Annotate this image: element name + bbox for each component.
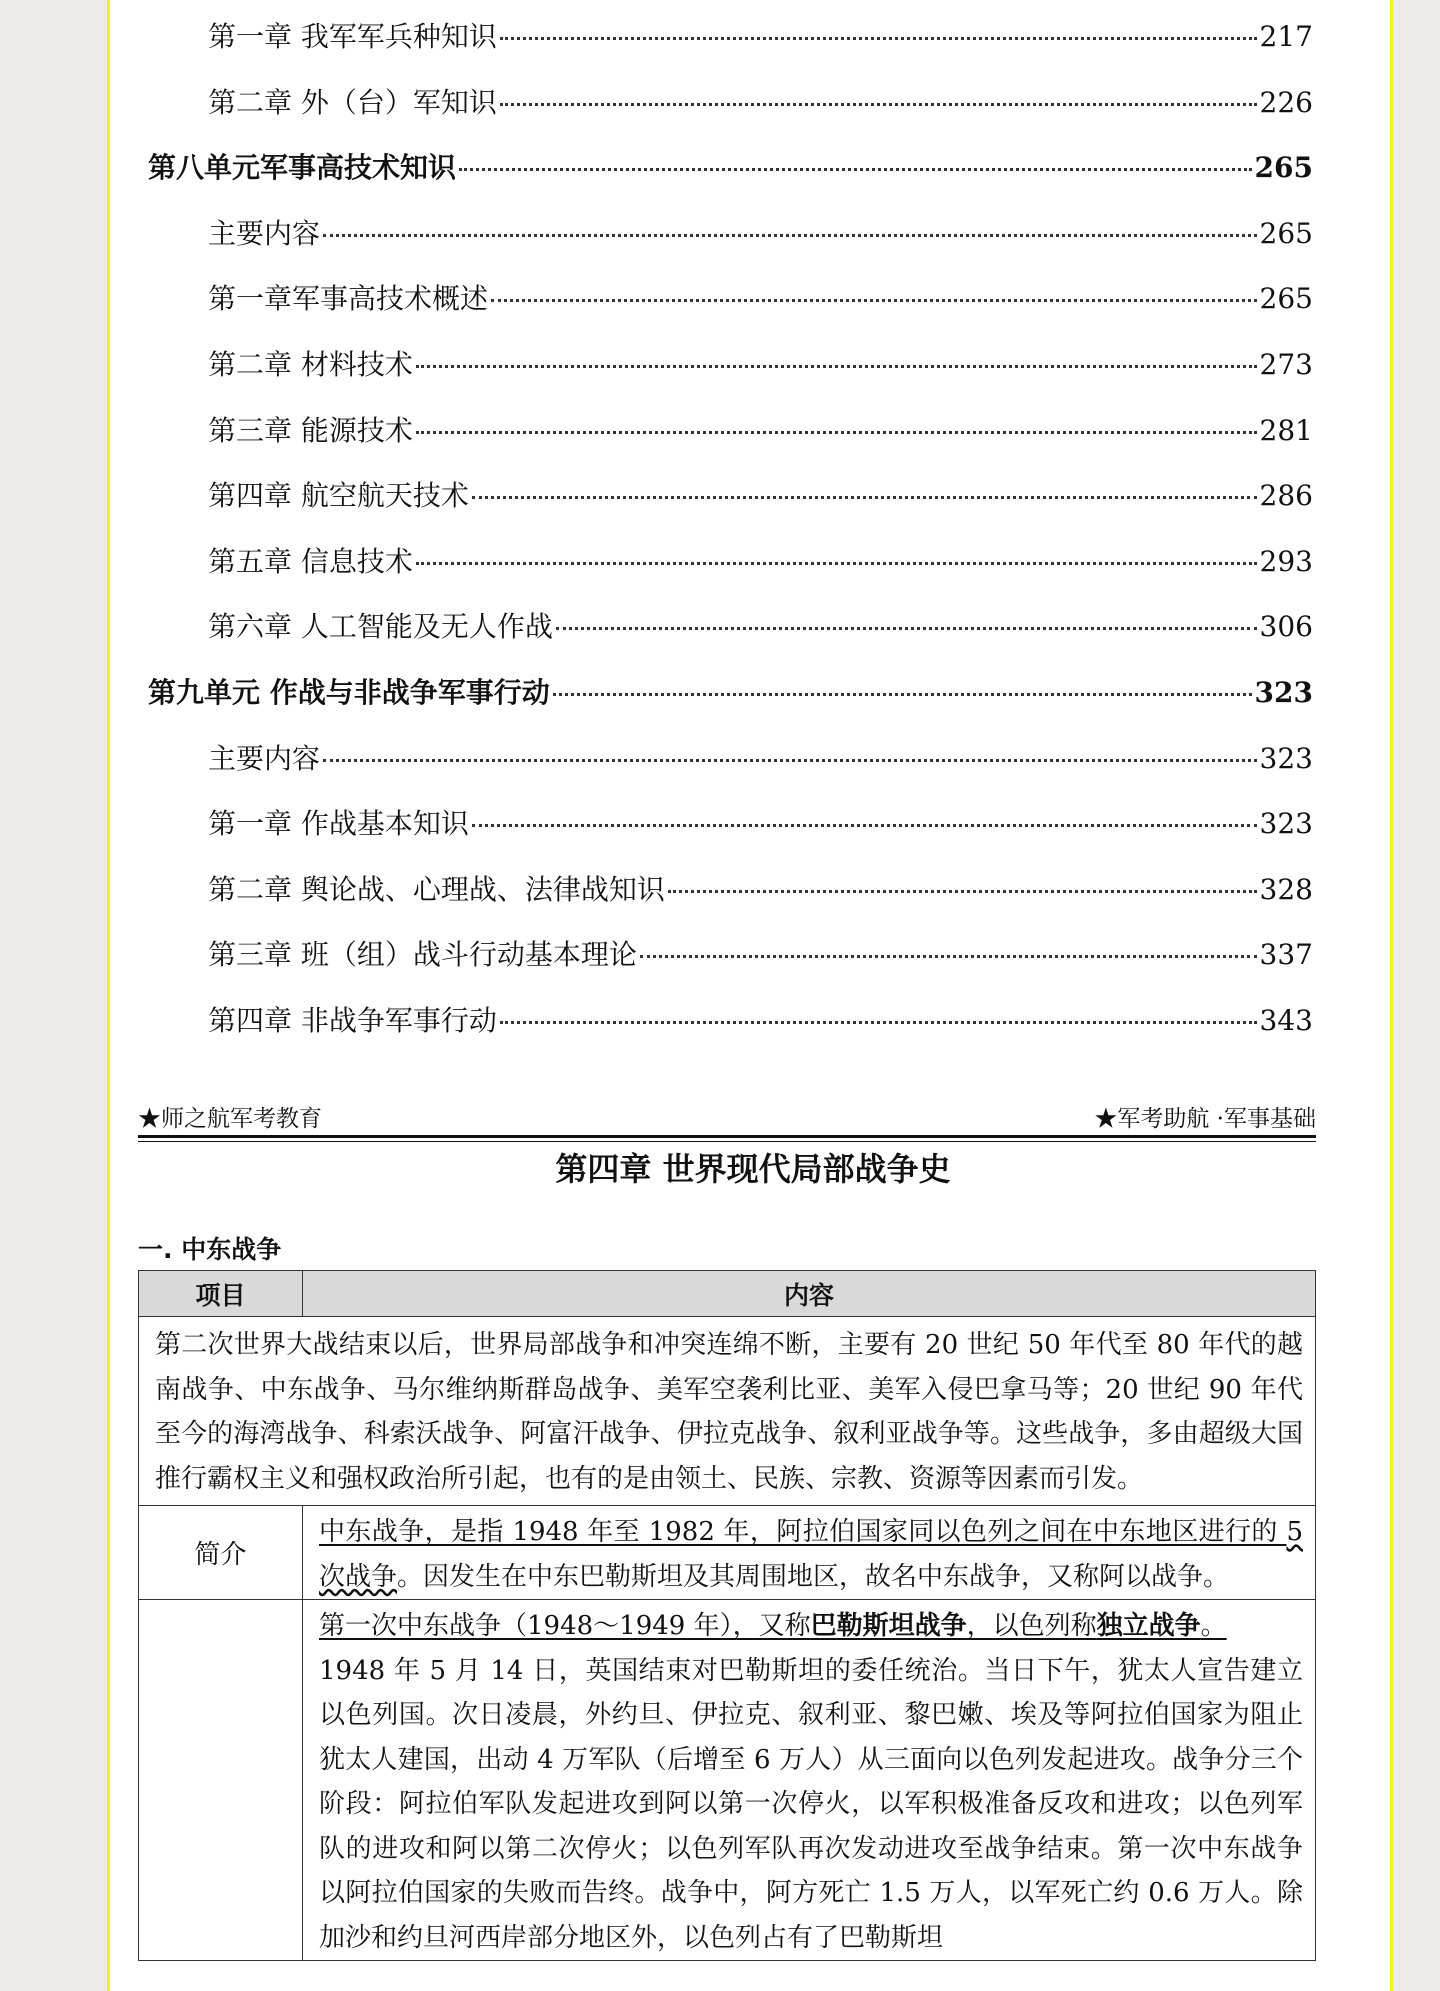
toc-page-number: 281 bbox=[1259, 413, 1313, 447]
toc-page-number: 343 bbox=[1259, 1003, 1313, 1037]
table-row bbox=[139, 1317, 1316, 1506]
toc-entry-title: 第八单元军事高技术知识 bbox=[148, 151, 457, 185]
war1-heading-3: ，以色列称 bbox=[966, 1611, 1097, 1641]
toc-page-number: 328 bbox=[1259, 872, 1313, 906]
toc-page-number: 286 bbox=[1259, 479, 1313, 513]
summary-text-1: 中东战争，是指 1948 年至 1982 年，阿拉伯国家同以色列之间在中东地区进行的 bbox=[319, 1517, 1287, 1547]
header-rule-thin bbox=[138, 1141, 1316, 1142]
toc-page-number: 337 bbox=[1259, 938, 1313, 972]
toc-chapter-entry[interactable] bbox=[148, 797, 1313, 863]
toc-unit-entry[interactable] bbox=[148, 141, 1313, 207]
war1-cell bbox=[303, 1600, 1316, 1961]
table-of-contents bbox=[148, 10, 1313, 1060]
toc-dot-leader bbox=[416, 365, 1257, 368]
toc-page-number: 323 bbox=[1259, 807, 1313, 841]
toc-dot-leader bbox=[472, 496, 1257, 499]
war1-heading-4: 独立战争 bbox=[1096, 1611, 1201, 1641]
running-header bbox=[138, 1100, 1316, 1133]
toc-page-number: 293 bbox=[1259, 544, 1313, 578]
toc-unit-entry[interactable] bbox=[148, 666, 1313, 732]
toc-dot-leader bbox=[459, 168, 1252, 171]
toc-entry-title: 第三章 班（组）战斗行动基本理论 bbox=[208, 938, 637, 972]
header-left: ★师之航军考教育 bbox=[138, 1106, 322, 1132]
toc-chapter-entry[interactable] bbox=[148, 404, 1313, 470]
toc-dot-leader bbox=[668, 890, 1257, 893]
toc-entry-title: 第一章军事高技术概述 bbox=[208, 282, 489, 316]
toc-entry-title: 第二章 材料技术 bbox=[208, 347, 413, 381]
toc-dot-leader bbox=[323, 759, 1257, 762]
toc-entry-title: 第四章 航空航天技术 bbox=[208, 479, 469, 513]
toc-dot-leader bbox=[500, 1021, 1257, 1024]
summary-text-2: 5 次战争 bbox=[319, 1517, 1303, 1592]
toc-entry-title: 主要内容 bbox=[208, 216, 321, 250]
content-table bbox=[138, 1270, 1316, 1961]
chapter-title: 第四章 世界现代局部战争史 bbox=[555, 1150, 951, 1188]
toc-dot-leader bbox=[491, 299, 1257, 302]
column-header-content: 内容 bbox=[303, 1271, 1316, 1317]
toc-dot-leader bbox=[500, 37, 1257, 40]
toc-entry-title: 第六章 人工智能及无人作战 bbox=[208, 610, 553, 644]
war1-body: 1948 年 5 月 14 日，英国结束对巴勒斯坦的委任统治。当日下午，犹太人宣告建立以色列国。次日凌晨，外约旦、伊拉克、叙利亚、黎巴嫩、埃及等阿拉伯国家为阻止犹太人建国，出动 4 万军队（后增至 6 万人）从三面向以色列发起进攻。战争分三个阶段：阿拉伯军队发起进攻到阿以第一次停火，以军积极准备反攻和进攻；以色列军队的进攻和阿以第二次停火；以色列军队再次发动进攻至战争结束。第一次中东战争以阿拉伯国家的失败而告终。战争中，阿方死亡 1.5 万人，以军死亡约 0.6 万人。除加沙和约旦河西岸部分地区外，以色列占有了巴勒斯坦 bbox=[319, 1655, 1303, 1953]
toc-dot-leader bbox=[416, 562, 1257, 565]
toc-chapter-entry[interactable] bbox=[148, 469, 1313, 535]
toc-dot-leader bbox=[553, 693, 1252, 696]
toc-dot-leader bbox=[472, 824, 1257, 827]
toc-chapter-entry[interactable] bbox=[148, 863, 1313, 929]
column-header-item: 项目 bbox=[139, 1271, 303, 1317]
header-right: ★军考助航 ·军事基础 bbox=[1094, 1106, 1316, 1132]
toc-page-number: 217 bbox=[1259, 20, 1313, 53]
toc-page-number: 273 bbox=[1259, 347, 1313, 381]
summary-text-3: 。因发生在中东巴勒斯坦及其周围地区，故名中东战争，又称阿以战争。 bbox=[397, 1561, 1230, 1592]
toc-chapter-entry[interactable] bbox=[148, 338, 1313, 404]
toc-entry-title: 第一章 作战基本知识 bbox=[208, 807, 469, 841]
war1-heading-1: 第一次中东战争（1948～1949 年），又称 bbox=[319, 1611, 811, 1641]
toc-page-number: 323 bbox=[1259, 741, 1313, 775]
toc-page-number: 265 bbox=[1259, 282, 1313, 316]
toc-dot-leader bbox=[416, 431, 1257, 434]
toc-page-number: 226 bbox=[1259, 85, 1313, 119]
toc-chapter-entry[interactable] bbox=[148, 535, 1313, 601]
war1-heading bbox=[319, 1604, 1303, 1649]
header-rule-thick bbox=[138, 1135, 1316, 1138]
war1-label bbox=[139, 1600, 303, 1961]
toc-page-number: 306 bbox=[1259, 610, 1313, 644]
toc-chapter-entry[interactable] bbox=[148, 732, 1313, 798]
toc-chapter-entry[interactable] bbox=[148, 994, 1313, 1060]
toc-dot-leader bbox=[500, 103, 1257, 106]
summary-label: 简介 bbox=[139, 1506, 303, 1600]
war1-heading-2: 巴勒斯坦战争 bbox=[810, 1611, 967, 1641]
toc-chapter-entry[interactable] bbox=[148, 207, 1313, 273]
summary-cell bbox=[303, 1506, 1316, 1600]
toc-page-number: 265 bbox=[1259, 216, 1313, 250]
toc-entry-title: 第二章 舆论战、心理战、法律战知识 bbox=[208, 872, 665, 906]
intro-cell: 第二次世界大战结束以后，世界局部战争和冲突连绵不断，主要有 20 世纪 50 年代至 80 年代的越南战争、中东战争、马尔维纳斯群岛战争、美军空袭利比亚、美军入侵巴拿马等；20 世纪 90 年代至今的海湾战争、科索沃战争、阿富汗战争、伊拉克战争、叙利亚战争等。这些战争，多由超级大国推行霸权主义和强权政治所引起，也有的是由领土、民族、宗教、资源等因素而引发。 bbox=[139, 1317, 1316, 1506]
table-row bbox=[139, 1506, 1316, 1600]
toc-entry-title: 第三章 能源技术 bbox=[208, 413, 413, 447]
table-header-row bbox=[139, 1271, 1316, 1317]
section-title: 一. 中东战争 bbox=[138, 1235, 282, 1264]
toc-entry-title: 第二章 外（台）军知识 bbox=[208, 85, 497, 119]
toc-dot-leader bbox=[640, 955, 1257, 958]
toc-entry-title: 主要内容 bbox=[208, 741, 321, 775]
toc-entry-title: 第四章 非战争军事行动 bbox=[208, 1003, 497, 1037]
document-page bbox=[107, 0, 1393, 1991]
toc-entry-title: 第一章 我军军兵种知识 bbox=[208, 20, 497, 53]
toc-chapter-entry[interactable] bbox=[148, 10, 1313, 76]
toc-chapter-entry[interactable] bbox=[148, 272, 1313, 338]
toc-chapter-entry[interactable] bbox=[148, 76, 1313, 142]
toc-entry-title: 第九单元 作战与非战争军事行动 bbox=[148, 675, 550, 709]
toc-page-number: 323 bbox=[1254, 675, 1313, 709]
toc-chapter-entry[interactable] bbox=[148, 600, 1313, 666]
table-row bbox=[139, 1600, 1316, 1961]
toc-dot-leader bbox=[323, 234, 1257, 237]
toc-dot-leader bbox=[556, 627, 1257, 630]
toc-entry-title: 第五章 信息技术 bbox=[208, 544, 413, 578]
war1-heading-5: 。 bbox=[1200, 1611, 1227, 1641]
toc-page-number: 265 bbox=[1254, 151, 1313, 185]
toc-chapter-entry[interactable] bbox=[148, 928, 1313, 994]
